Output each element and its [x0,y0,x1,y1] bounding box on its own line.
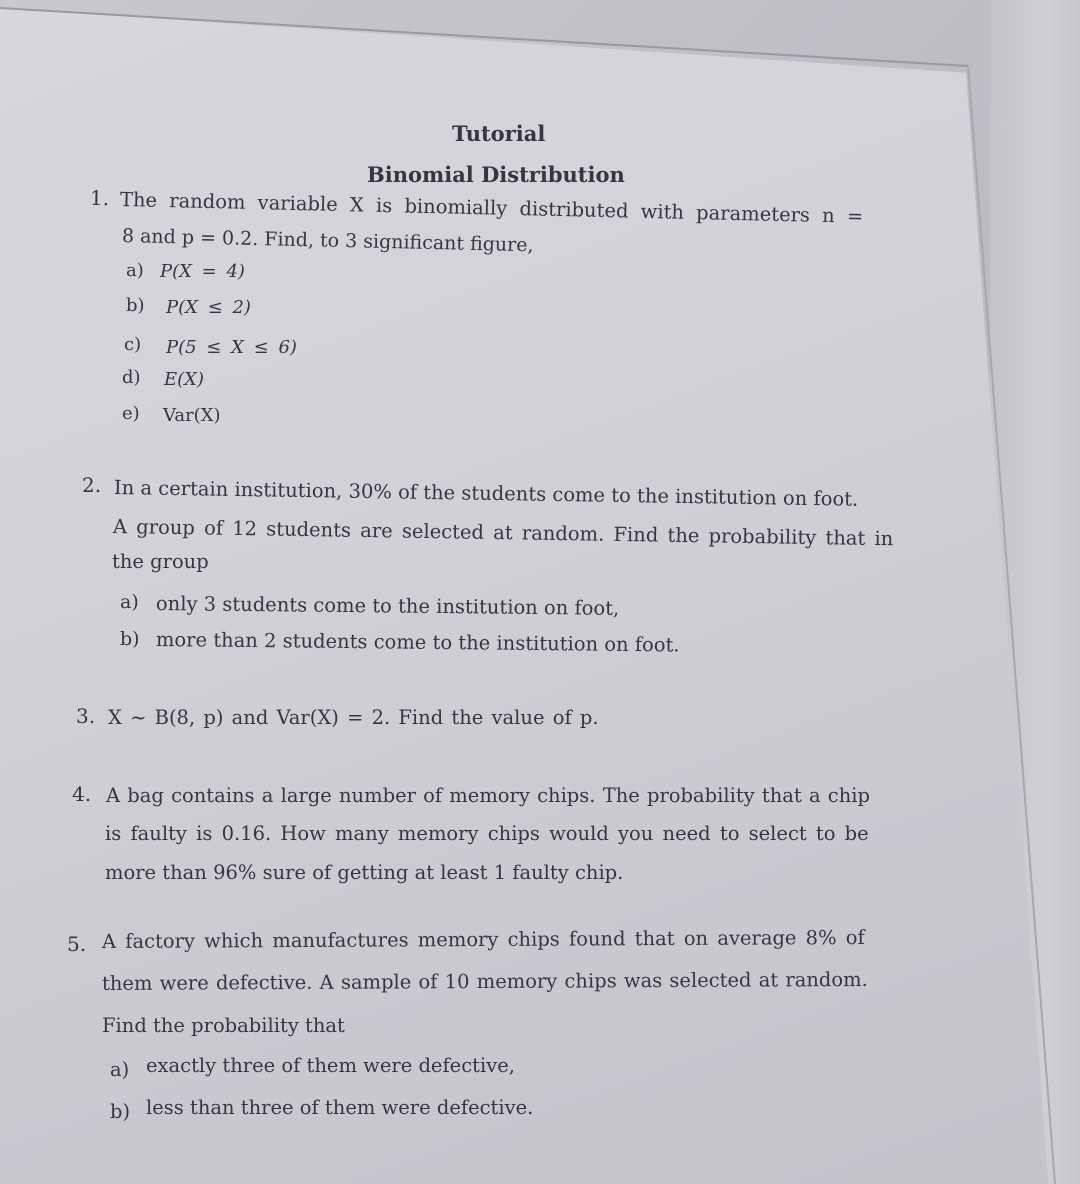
sub-question-label: b) [126,295,145,316]
sub-question-label: c) [124,334,142,355]
sub-question-text: Var(X) [163,405,221,426]
sub-question-label: e) [122,403,140,424]
question-line: A group of 12 students are selected at random. Find the probability that in [112,515,894,551]
question-number: 1. [89,185,110,211]
sub-question-text: less than three of them were defective. [146,1096,534,1119]
question-line: them were defective. A sample of 10 memory chips was selected at random. [101,967,868,995]
question-line: A bag contains a large number of memory chips. The probability that a chip [106,784,870,807]
question-line: is faulty is 0.16. How many memory chips would you need to select to be [105,822,869,845]
sub-question-label: a) [126,260,144,281]
document-subtitle: Binomial Distribution [367,162,625,187]
sub-question-label: d) [122,367,141,388]
question-line: Find the probability that [102,1014,345,1037]
question-number: 2. [82,473,102,497]
sub-question-text: P(X = 4) [160,261,245,282]
question-line: 8 and p = 0.2. Find, to 3 significant figure, [121,225,534,257]
sub-question-text: P(X ≤ 2) [166,297,251,318]
question-line: In a certain institution, 30% of the students come to the institution on foot. [113,476,859,511]
document-title: Tutorial [452,121,546,146]
sub-question-text: exactly three of them were defective, [146,1054,515,1077]
question-line: A factory which manufactures memory chips found that on average 8% of [101,926,865,953]
sub-question-text: more than 2 students come to the institution on foot. [155,628,680,657]
sub-question-text: E(X) [164,369,204,390]
question-line: The random variable X is binomially distributed with parameters n = [119,188,864,228]
sub-question-text: P(5 ≤ X ≤ 6) [166,337,297,358]
sub-question-label: b) [120,628,140,650]
question-line: X ~ B(8, p) and Var(X) = 2. Find the value of p. [108,706,599,729]
question-number: 3. [76,704,96,728]
question-line: the group [112,550,209,573]
sub-question-text: only 3 students come to the institution on foot, [155,592,620,620]
question-number: 5. [67,932,87,956]
question-number: 4. [72,782,92,806]
sub-question-label: a) [120,591,139,613]
question-line: more than 96% sure of getting at least 1 faulty chip. [105,861,624,884]
sub-question-label: a) [110,1058,130,1081]
sub-question-label: b) [110,1100,131,1123]
